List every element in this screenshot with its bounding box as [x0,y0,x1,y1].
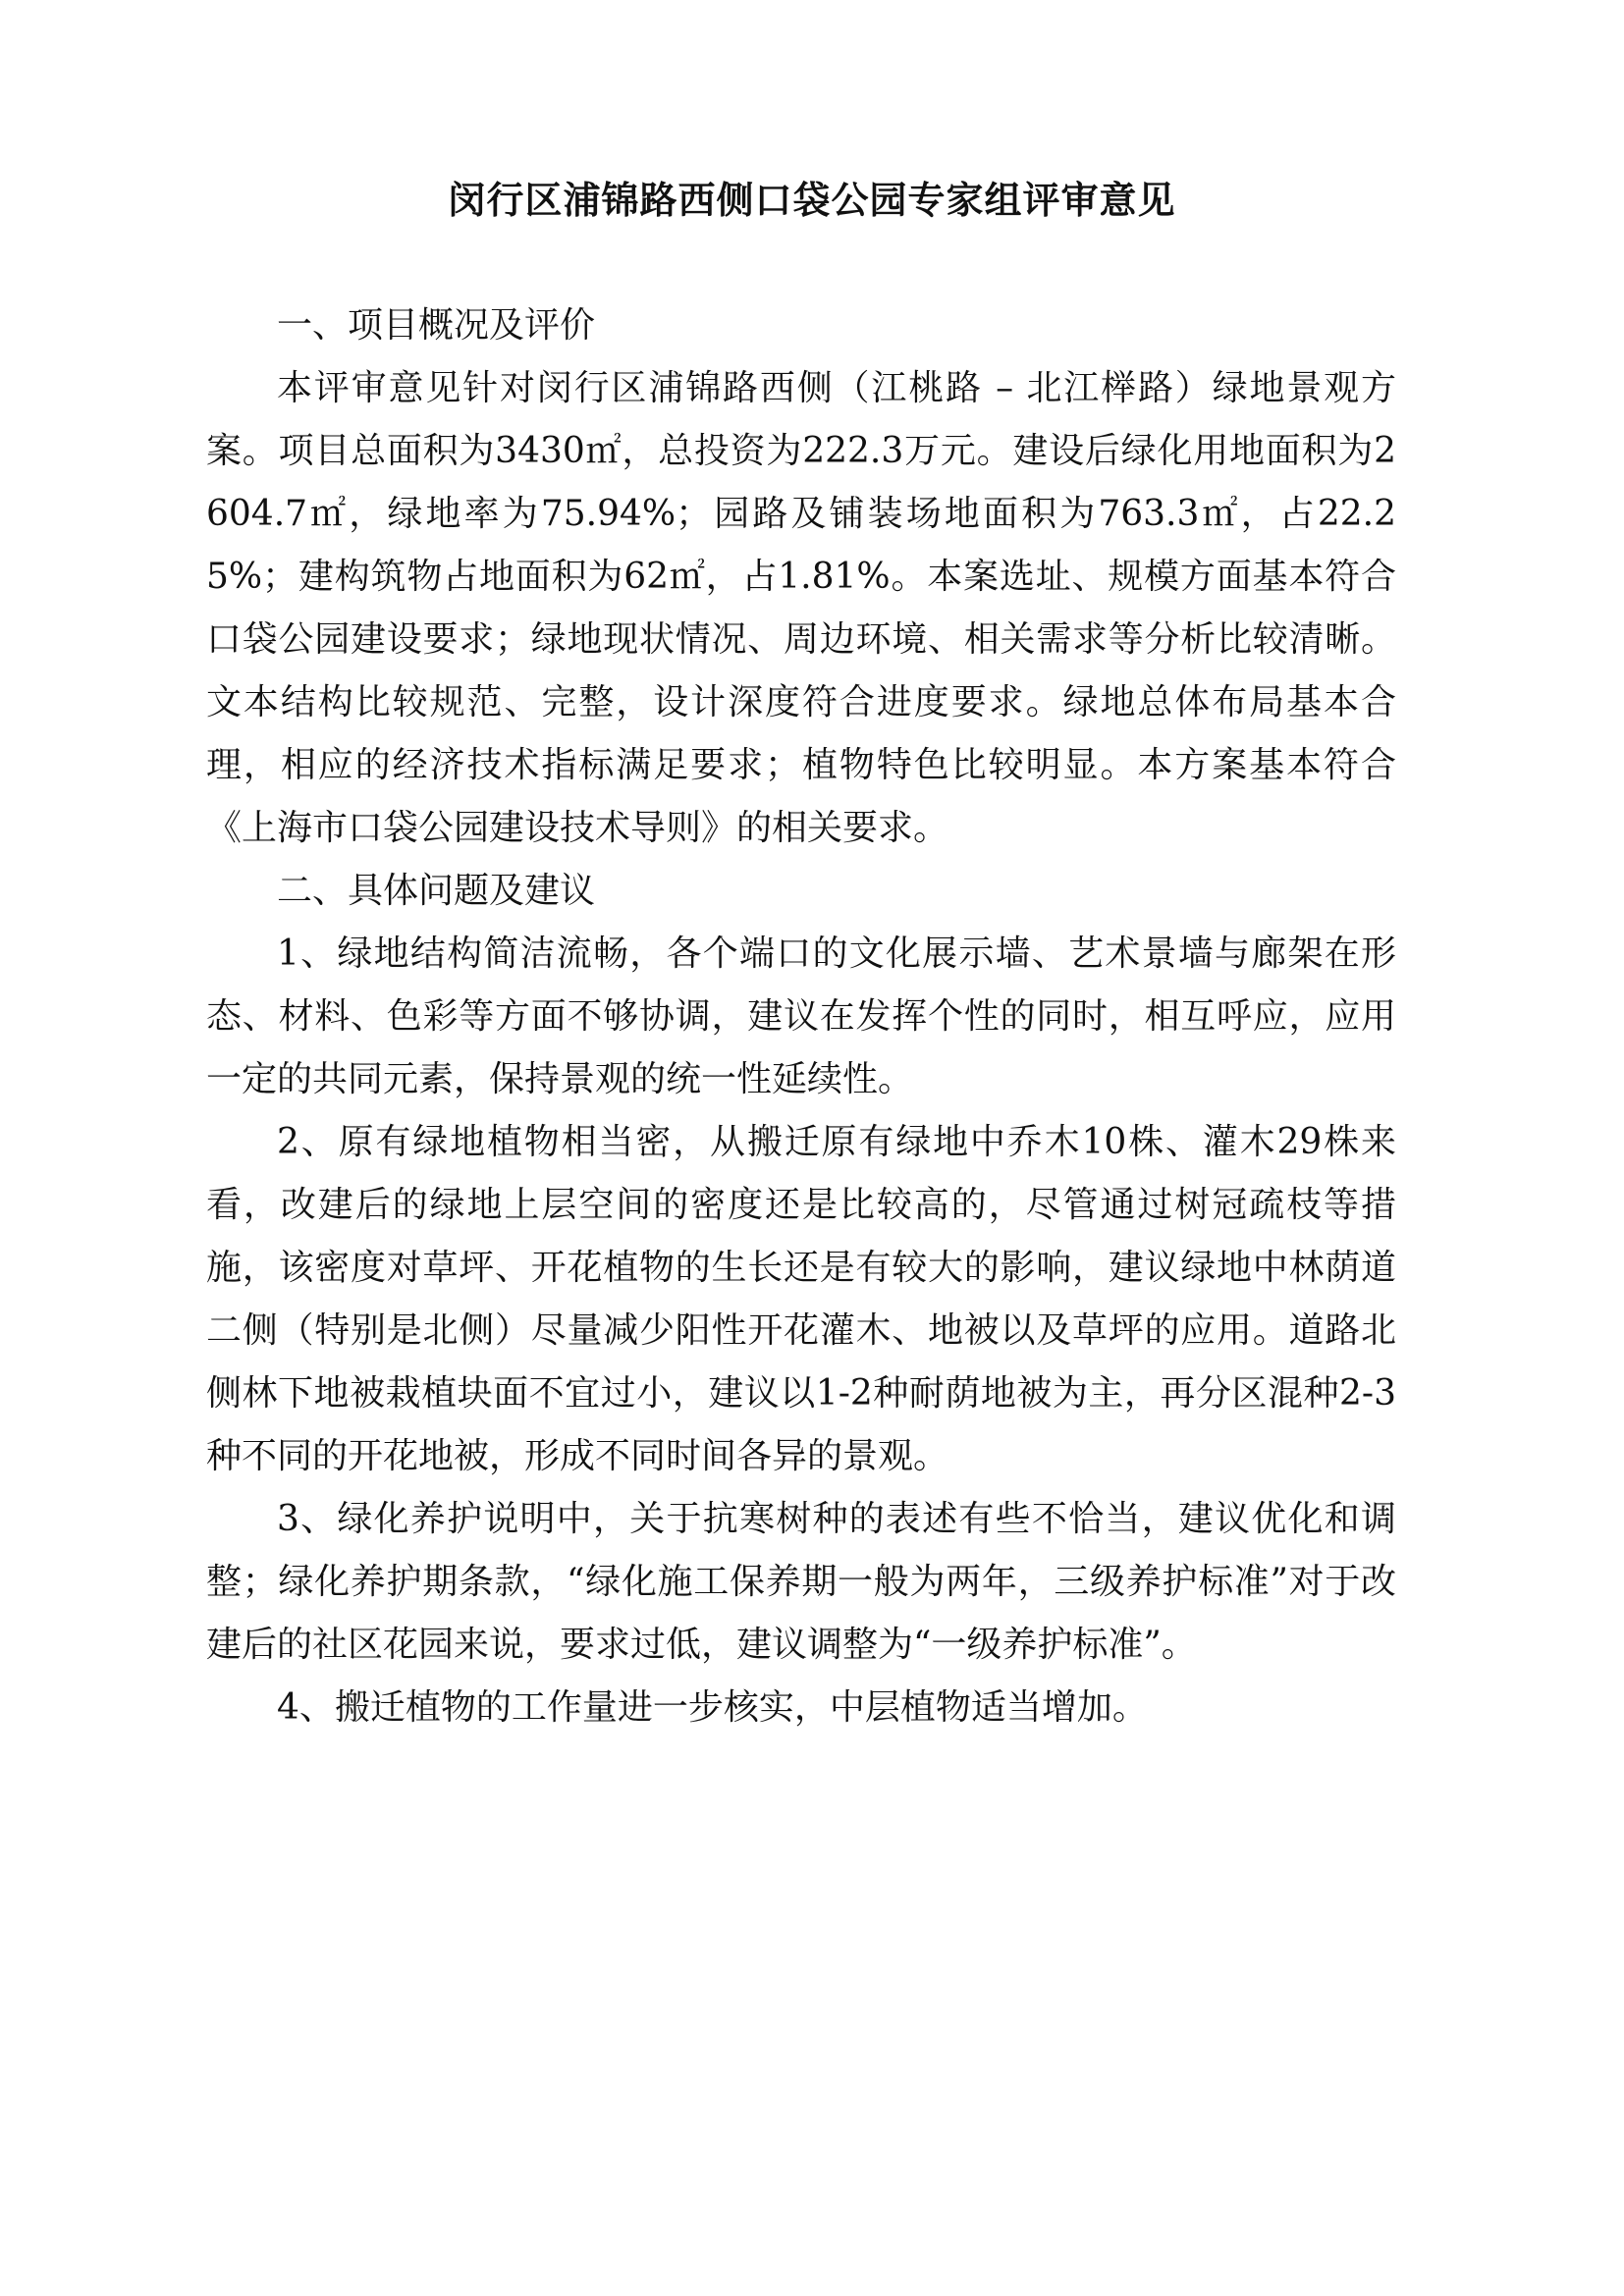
document-body [206,294,1396,1739]
document-title: 闵行区浦锦路西侧口袋公园专家组评审意见 [448,178,1176,222]
section-heading-overview: 一、项目概况及评价 [277,305,596,346]
suggestion-paragraph-4: 4、搬迁植物的工作量进一步核实，中层植物适当增加。 [277,1687,1148,1728]
section-heading-suggestions: 二、具体问题及建议 [277,871,596,911]
suggestion-paragraph-3: 3、绿化养护说明中，关于抗寒树种的表述有些不恰当，建议优化和调整；绿化养护期条款，“绿化施工保养期一般为两年，三级养护标准”对于改建后的社区花园来说，要求过低，建议调整为“一级养护标准”。 [206,1499,1396,1665]
overview-paragraph: 本评审意见针对闵行区浦锦路西侧（江桃路 – 北江榉路）绿地景观方案。项目总面积为3430㎡，总投资为222.3万元。建设后绿化用地面积为2604.7㎡，绿地率为75.94%；园路及铺装场地面积为763.3㎡，占22.25%；建构筑物占地面积为62㎡，占1.81%。本案选址、规模方面基本符合口袋公园建设要求；绿地现状情况、周边环境、相关需求等分析比较清晰。文本结构比较规范、完整，设计深度符合进度要求。绿地总体布局基本合理，相应的经济技术指标满足要求；植物特色比较明显。本方案基本符合《上海市口袋公园建设技术导则》的相关要求。 [206,368,1396,848]
suggestion-paragraph-1: 1、绿地结构简洁流畅，各个端口的文化展示墙、艺术景墙与廊架在形态、材料、色彩等方面不够协调，建议在发挥个性的同时，相互呼应，应用一定的共同元素，保持景观的统一性延续性。 [206,934,1396,1099]
suggestion-paragraph-2: 2、原有绿地植物相当密，从搬迁原有绿地中乔木10株、灌木29株来看，改建后的绿地上层空间的密度还是比较高的，尽管通过树冠疏枝等措施，该密度对草坪、开花植物的生长还是有较大的影响，建议绿地中林荫道二侧（特别是北侧）尽量减少阳性开花灌木、地被以及草坪的应用。道路北侧林下地被栽植块面不宜过小，建议以1-2种耐荫地被为主，再分区混种2-3种不同的开花地被，形成不同时间各异的景观。 [206,1122,1396,1476]
